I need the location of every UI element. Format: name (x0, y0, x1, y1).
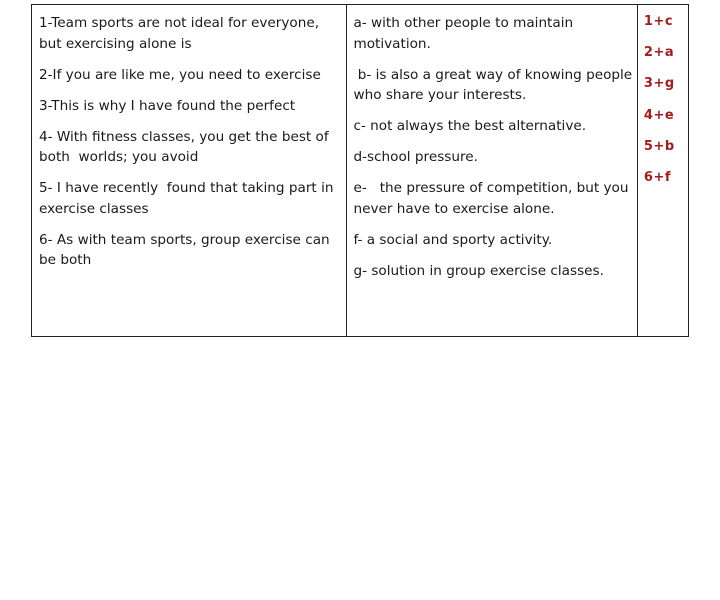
sentence-start-4: 4- With fitness classes, you get the best of both worlds; you avoid (39, 128, 329, 166)
sentence-ending-e: e- the pressure of competition, but you never have to exercise alone. (353, 180, 629, 217)
sentence-ending-c: c- not always the best alternative. (353, 118, 587, 135)
answer-2: 2+a (643, 45, 675, 61)
table-row (32, 5, 689, 337)
sentence-ending-b: b- is also a great way of knowing people who share your interests. (353, 66, 633, 104)
matching-exercise-table (31, 4, 689, 337)
answer-1: 1+c (643, 14, 674, 29)
sentence-ending-a: a- with other people to maintain motivation. (353, 15, 574, 52)
answer-5: 5+b (643, 138, 675, 154)
sentence-ending-f: f- a social and sporty activity. (353, 231, 553, 248)
sentence-start-2: 2-If you are like me, you need to exercise (39, 66, 321, 83)
answer-4: 4+e (643, 107, 675, 123)
sentence-ending-d: d-school pressure. (353, 149, 478, 166)
sentence-ending-g: g- solution in group exercise classes. (353, 262, 604, 279)
answer-3: 3+g (643, 76, 675, 92)
answers-column (637, 5, 688, 337)
sentence-start-5: 5- I have recently found that taking part in exercise classes (39, 180, 334, 217)
sentence-start-6: 6- As with team sports, group exercise can be both (39, 231, 330, 269)
sentence-start-3: 3-This is why I have found the perfect (39, 97, 296, 114)
sentence-start-1: 1-Team sports are not ideal for everyone, but exercising alone is (39, 15, 320, 52)
answer-6: 6+f (643, 169, 671, 185)
sentence-starts-column (32, 5, 347, 337)
sentence-endings-column (347, 5, 637, 337)
